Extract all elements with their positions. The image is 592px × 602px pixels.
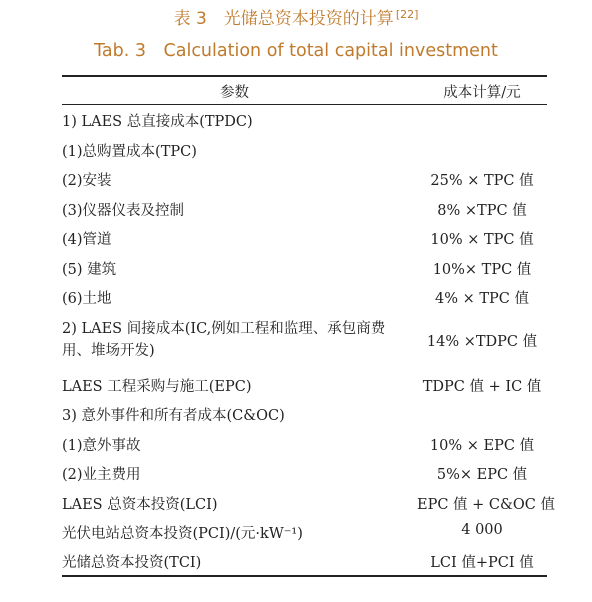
row-cost: 4% × TPC 值 [434, 291, 529, 307]
row-param: 3) 意外事件和所有者成本(C&OC) [62, 408, 285, 424]
row-cost: 10% × EPC 值 [429, 438, 535, 454]
row-param: 1) LAES 总直接成本(TPDC) [62, 114, 253, 130]
row-param: (2)业主费用 [62, 467, 141, 483]
row-param: (3)仪器仪表及控制 [62, 203, 185, 219]
row-cost: EPC 值 + C&OC 值 [417, 497, 556, 513]
table-caption-en: Tab. 3 Calculation of total capital investment [94, 41, 498, 61]
table-top-rule [62, 75, 547, 77]
caption-reference: [22] [395, 8, 419, 21]
row-cost: 5%× EPC 值 [436, 467, 528, 483]
row-cost: 14% ×TDPC 值 [426, 334, 538, 350]
row-param: (1)总购置成本(TPC) [62, 144, 197, 160]
row-param: (6)土地 [62, 291, 112, 307]
caption-title-cn: 表 3 光储总资本投资的计算 [173, 9, 394, 29]
row-param: (5) 建筑 [62, 262, 117, 278]
row-param: LAES 总资本投资(LCI) [62, 497, 218, 513]
row-cost: LCI 值+PCI 值 [430, 555, 534, 571]
row-cost: 8% ×TPC 值 [437, 203, 527, 219]
row-cost: 4 000 [461, 522, 503, 538]
table-bottom-rule [62, 575, 547, 577]
row-cost: TDPC 值 + IC 值 [422, 379, 542, 395]
row-cost: 25% × TPC 值 [430, 173, 534, 189]
row-param: (1)意外事故 [62, 438, 141, 454]
table-caption-cn [0, 3, 592, 31]
header-param: 参数 [220, 85, 249, 101]
row-cost: 10% × TPC 值 [430, 232, 534, 248]
row-cost: 10%× TPC 值 [432, 262, 532, 278]
row-param: 光伏电站总资本投资(PCI)/(元·kW⁻¹) [62, 526, 303, 542]
row-param: 2) LAES 间接成本(IC,例如工程和监理、承包商费用、堆场开发) [62, 321, 386, 359]
table-header-rule [62, 104, 547, 105]
row-param: 光储总资本投资(TCI) [62, 555, 202, 571]
row-param: (2)安装 [62, 173, 112, 189]
header-cost: 成本计算/元 [443, 85, 521, 101]
row-param: LAES 工程采购与施工(EPC) [62, 379, 252, 395]
row-param: (4)管道 [62, 232, 112, 248]
